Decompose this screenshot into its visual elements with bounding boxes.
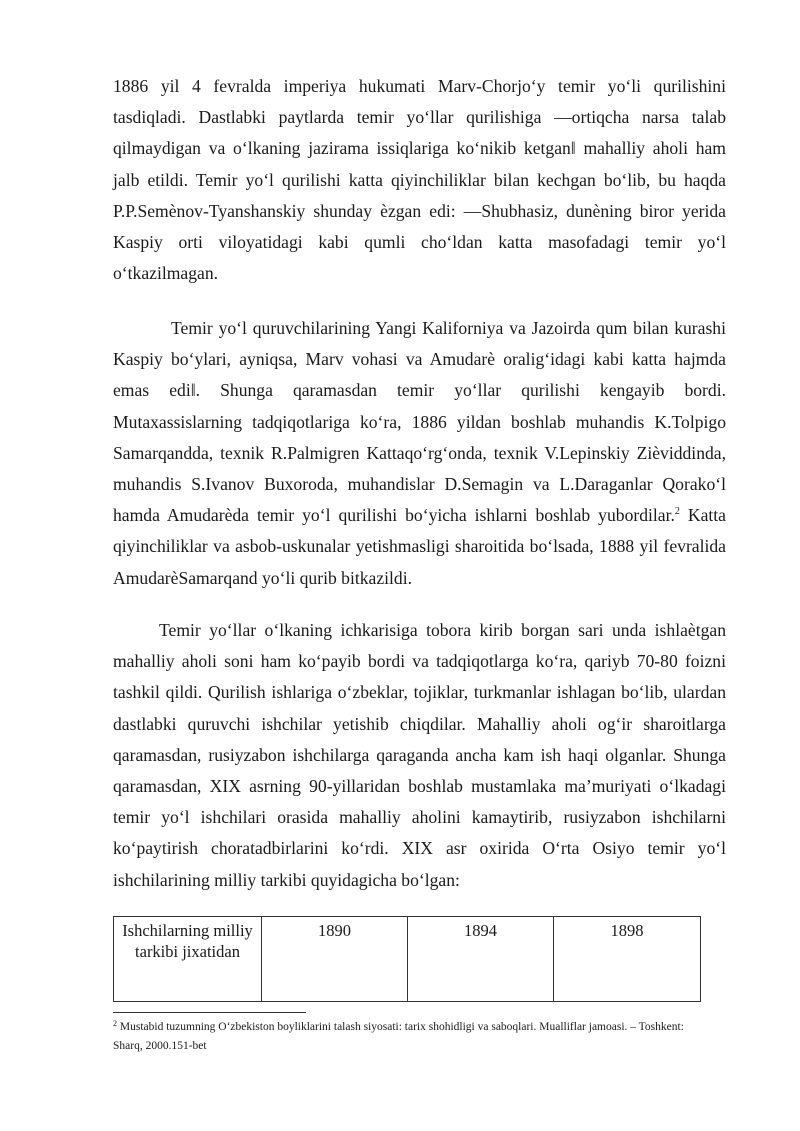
- footnote-mark: 2: [113, 1019, 117, 1028]
- paragraph-text: Temir yo‘l quruvchilarining Yangi Kaliforniya va Jazoirda qum bilan kurashi Kaspiy bo‘ylari, ayniqsa, Marv vohasi va Amudarѐ oralig‘idagi kabi katta hajmda emas edi‖. Shunga qaramasdan temir yo‘llar qurilishi kengayib bordi. Mutaxassislarning tadqiqotlariga ko‘ra, 1886 yildan boshlab muhandis K.Tolpigo Samarqandda, texnik R.Palmigren Kattaqo‘rg‘onda, texnik V.Lepinskiy Ziѐviddinda, muhandis S.Ivanov Buxoroda, muhandislar D.Semagin va L.Daraganlar Qorako‘l hamda Amudarѐda temir yo‘l qurilishi bo‘yicha ishlarni boshlab yubordilar.: [113, 318, 726, 526]
- footnote-separator: [113, 1012, 306, 1013]
- paragraph-construction-expansion: [113, 313, 726, 594]
- paragraph-text-tail: Katta qiyinchiliklar va asbob-uskunalar yetishmasligi sharoitida bo‘lsada, 1888 yil fevralida AmudarѐSamarqand yo‘li qurib bitkazildi.: [113, 505, 726, 588]
- footnote: [113, 1018, 713, 1056]
- table-header-cell: 1894: [408, 917, 554, 1002]
- table-header-row: [114, 917, 701, 1002]
- table-header-cell: 1890: [262, 917, 408, 1002]
- paragraph-local-workers: Temir yo‘llar o‘lkaning ichkarisiga tobora kirib borgan sari unda ishlaѐtgan mahalliy aholi soni ham ko‘payib bordi va tadqiqotlarga ko‘ra, qariyb 70-80 foizni tashkil qildi. Qurilish ishlariga o‘zbeklar, tojiklar, turkmanlar ishlagan bo‘lib, ulardan dastlabki quruvchi ishchilar yetishib chiqdilar. Mahalliy aholi og‘ir sharoitlarga qaramasdan, rusiyzabon ishchilarga qaraganda ancha kam ish haqi olganlar. Shunga qaramasdan, XIX asrning 90-yillaridan boshlab mustamlaka ma’muriyati o‘lkadagi temir yo‘l ishchilari orasida mahalliy aholini kamaytirib, rusiyzabon ishchilarni ko‘paytirish choratadbirlarini ko‘rdi. XIX asr oxirida O‘rta Osiyo temir yo‘l ishchilarining milliy tarkibi quyidagicha bo‘lgan:: [113, 620, 726, 890]
- footnote-reference[interactable]: 2: [674, 506, 680, 518]
- footnote-text: Mustabid tuzumning O‘zbekiston boyliklarini talash siyosati: tarix shohidligi va saboqlari. Mualliflar jamoasi. – Toshkent: Sharq, 2000.151-bet: [113, 1021, 684, 1052]
- workers-composition-table: [113, 916, 701, 1002]
- paragraph-railway-approval: 1886 yil 4 fevralda imperiya hukumati Marv-Chorjo‘y temir yo‘li qurilishini tasdiqladi. Dastlabki paytlarda temir yo‘llar qurilishiga ―ortiqcha narsa talab qilmaydigan va o‘lkaning jazirama issiqlariga ko‘nikib ketgan‖ mahalliy aholi ham jalb etildi. Temir yo‘l qurilishi katta qiyinchiliklar bilan kechgan bo‘lib, bu haqda P.P.Semènov-Tyanshanskiy shunday ѐzgan edi: ―Shubhasiz, dunѐning biror yerida Kaspiy orti viloyatidagi kabi qumli cho‘ldan katta masofadagi temir yo‘l o‘tkazilmagan.: [113, 76, 726, 284]
- table-header-cell: 1898: [554, 917, 701, 1002]
- table-header-cell: Ishchilarning milliy tarkibi jixatidan: [114, 917, 262, 1002]
